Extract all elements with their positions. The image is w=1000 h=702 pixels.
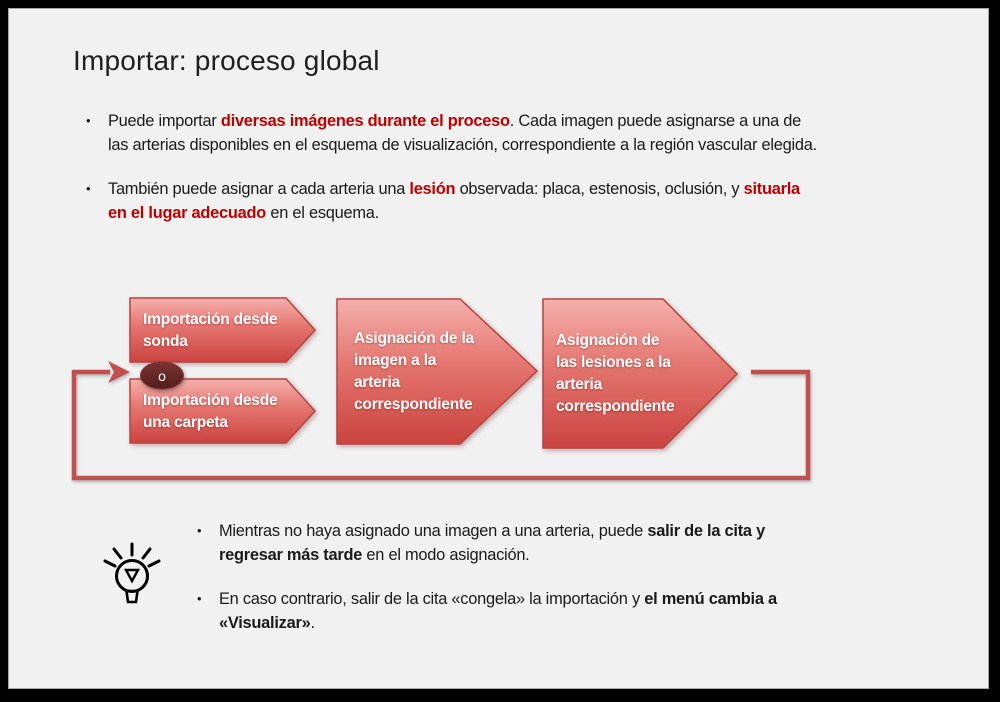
bullet-text: Puede importar diversas imágenes durante el proceso. Cada imagen puede asignarse a una de las arterias disponibles en el esquema de visualización, correspondiente a la región vascular elegida. xyxy=(108,112,817,154)
tip-bullet-list xyxy=(197,519,802,655)
step-label: Asignación de la imagen a la arteria correspondiente xyxy=(354,330,474,413)
list-item xyxy=(86,177,821,225)
page-title: Importar: proceso global xyxy=(73,45,380,76)
list-item xyxy=(197,519,802,567)
slide xyxy=(8,8,989,689)
bullet-marker: • xyxy=(197,523,202,538)
tip-text: En caso contrario, salir de la cita «congela» la importación y el menú cambia a «Visualizar». xyxy=(219,590,777,632)
step-label: Asignación de las lesiones a la arteria correspondiente xyxy=(556,332,675,415)
step-label: Importación desde una carpeta xyxy=(143,391,278,431)
chevron-import-probe xyxy=(129,297,317,364)
list-item xyxy=(86,109,821,157)
chevron-assign-lesions xyxy=(542,298,739,450)
or-label: o xyxy=(158,367,166,384)
main-bullet-list xyxy=(86,109,821,245)
chevron-assign-image xyxy=(336,298,539,446)
list-item xyxy=(197,587,802,635)
tip-text: Mientras no haya asignado una imagen a una arteria, puede salir de la cita y regresar más tarde en el modo asignación. xyxy=(219,522,765,564)
or-connector-badge xyxy=(139,361,185,390)
arrowhead-icon xyxy=(108,361,130,383)
bullet-marker: • xyxy=(86,181,91,196)
bullet-marker: • xyxy=(197,591,202,606)
step-label: Importación desde sonda xyxy=(143,310,278,350)
bullet-marker: • xyxy=(86,113,91,128)
lightbulb-icon xyxy=(103,537,163,607)
bullet-text: También puede asignar a cada arteria una lesión observada: placa, estenosis, oclusión, y situarla en el lugar adecuado en el esquema. xyxy=(108,180,800,222)
